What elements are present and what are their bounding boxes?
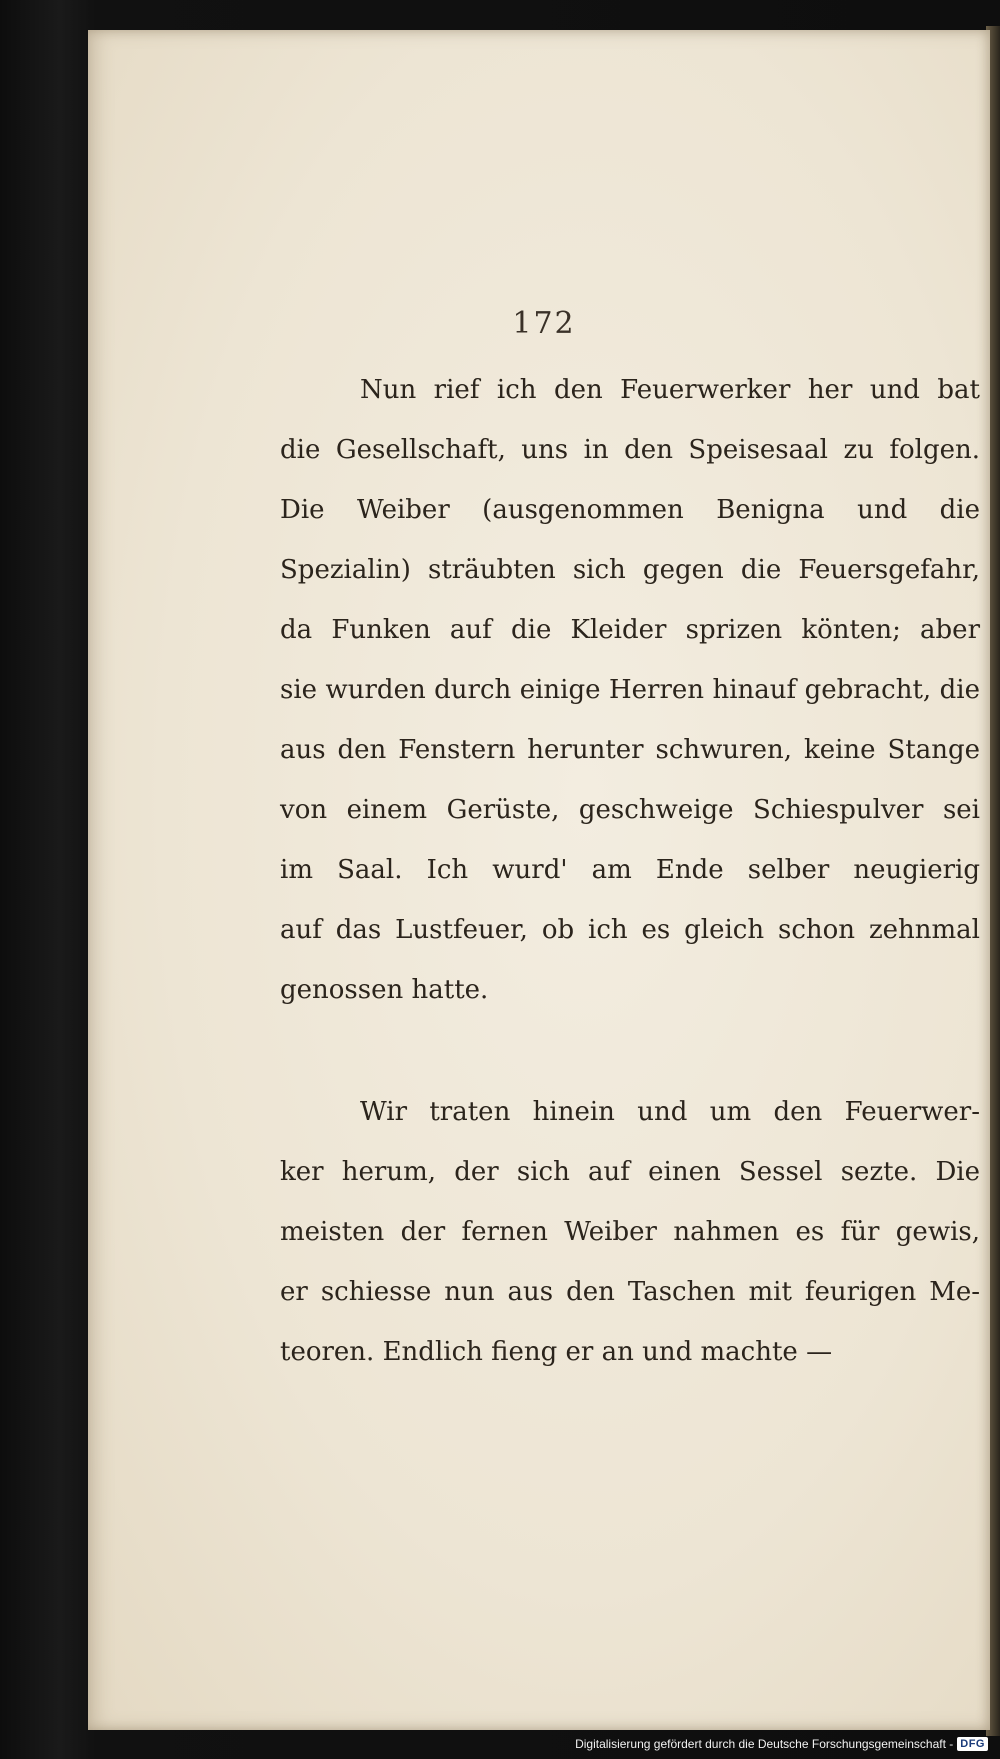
book-page [88,30,990,1730]
text-line: im Saal. Ich wurd' am Ende selber neugierig [280,855,980,885]
text-line: da Funken auf die Kleider sprizen könten; aber [280,615,980,645]
text-line: aus den Fenstern herunter schwuren, keine Stange [280,735,980,765]
text-line: ker herum, der sich auf einen Sessel sezte. Die [280,1157,980,1187]
text-line: teoren. Endlich fieng er an und machte — [280,1337,833,1367]
text-line: Spezialin) sträubten sich gegen die Feuersgefahr, [280,555,980,585]
footer-credit [575,1733,988,1755]
text-line: sie wurden durch einige Herren hinauf gebracht, die [280,675,980,705]
paragraph-1 [280,360,980,1020]
text-line: von einem Gerüste, geschweige Schiespulver sei [280,795,980,825]
text-line: genossen hatte. [280,975,489,1005]
text-line: Nun rief ich den Feuerwerker her und bat [360,375,980,405]
page-number: 172 [512,306,576,341]
text-line: meisten der fernen Weiber nahmen es für gewis, [280,1217,980,1247]
footer-text: Digitalisierung gefördert durch die Deutsche Forschungsgemeinschaft - [575,1737,954,1751]
text-line: er schiesse nun aus den Taschen mit feurigen Me- [280,1277,980,1307]
text-line: auf das Lustfeuer, ob ich es gleich schon zehnmal [280,915,980,945]
text-line: Wir traten hinein und um den Feuerwer- [360,1097,980,1127]
paragraph-2 [280,1082,980,1382]
text-line: Die Weiber (ausgenommen Benigna und die [280,495,980,525]
dfg-logo: DFG [957,1737,988,1751]
text-line: die Gesellschaft, uns in den Speisesaal zu folgen. [280,435,980,465]
